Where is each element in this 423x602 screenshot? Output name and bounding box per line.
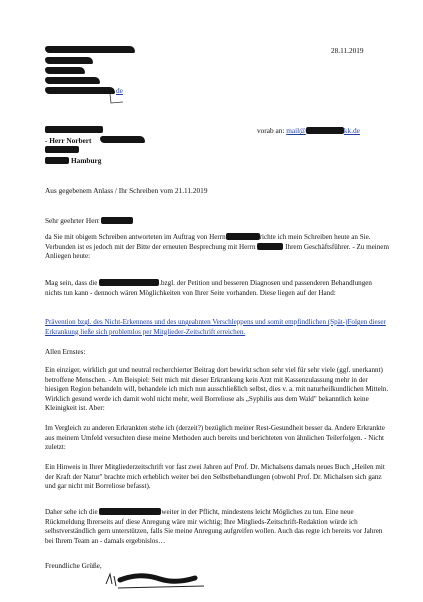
recipient-herr-line — [45, 136, 91, 145]
p2-insurer-redaction — [99, 279, 159, 286]
paragraph-8 — [45, 508, 390, 546]
recipient-org-redaction — [45, 126, 103, 133]
salutation-text: Sehr geehrter Herr — [45, 216, 100, 225]
salutation-name-redaction — [101, 217, 133, 224]
paragraph-1 — [45, 233, 390, 262]
p2-part-a: Mag sein, dass die — [45, 279, 98, 287]
salutation — [45, 216, 133, 225]
p1-name-redaction — [226, 233, 260, 240]
sender-name-redaction — [45, 46, 135, 53]
recipient-street-redaction — [45, 146, 79, 153]
vorab-label: vorab an: — [257, 126, 285, 135]
vorab-mail-redaction — [306, 127, 344, 134]
p1-part-b: richte ich mein Schreiben heute an Sie. Verbunden ist es jedoch mit der Bitte der erneuten Besprechung mit Herrn — [45, 233, 371, 251]
p8-part-a: Daher sehe ich die — [45, 508, 98, 516]
vorab-line — [257, 126, 360, 135]
p1-manager-redaction — [257, 243, 283, 250]
signature-scribble — [100, 570, 210, 594]
paragraph-3-prevention: Prävention bzgl. des Nicht-Erkennens und des ungeahnten Verschleppens und somit empfindlichen (Spät-)Folgen dieser Erkrankung ließe sich problemlos per Mitglieder-Zeitschrift erreichen. — [45, 318, 386, 336]
paragraph-6: Im Vergleich zu anderen Erkrankten stehe ich (derzeit?) bezüglich meiner Rest-Gesundheit besser da. Andere Erkrankte aus meinem Umfeld versuchten diese meine Methoden auch bereits und berichteten von ähnlichen Teilerfolgen. - Nicht zuletzt: — [45, 424, 385, 452]
sender-street-redaction — [45, 57, 93, 64]
p8-part-b: weiter in der Pflicht, mindestens leicht Mögliches zu tun. Eine neue Rückmeldung Ihrerseits auf diese Anregung wäre mir wichtig; Ihre Mitglieds-Zeitschrift-Redaktion würde ich selbstverständlich gern unterstützen, falls Sie meine Anregung aufgreifen wollen. Auch das regte ich bereits vor Jahren bei Ihrem Team an - damals ergebnislos… — [45, 508, 383, 545]
recipient-zip-redaction — [45, 157, 69, 164]
sender-phone-redaction — [45, 77, 100, 84]
p1-part-c: Ihrem Geschäftsführer. - Zu meinem Anliegen heute: — [45, 242, 389, 261]
p8-insurer-redaction — [99, 508, 161, 515]
paragraph-5: Ein einziger, wirklich gut und neutral recherchierter Beitrag dort bewirkt schon sehr viel für sehr viele (ggf. unerkannt) betroffene Menschen. - Am Beispiel: Seit mich mit dieser Erkrankung kein Arzt mit Kassenzulassung mehr in der hiesigen Region behandeln will, behandele ich mich nun ausschließlich selbst, dies v. a. mit naturheilkundlichen Mitteln. Wirklich gesund werde ich damit wohl nicht mehr, weil Borreliose als „Syphilis aus dem Wald" bekanntlich keine Kleinigkeit ist. Aber: — [45, 366, 389, 413]
closing: Freundliche Grüße, — [45, 561, 102, 570]
sender-email-fragment[interactable]: de — [116, 86, 123, 95]
subject-line: Aus gegebenem Anlass / Ihr Schreiben vom 21.11.2019 — [45, 186, 208, 195]
paragraph-4: Allen Ernstes: — [45, 348, 86, 356]
pen-stroke-mark — [108, 92, 126, 106]
recipient-surname-redaction — [100, 136, 145, 143]
p1-part-a: da Sie mit obigem Schreiben antworteten im Auftrag von Herrn — [45, 233, 226, 241]
paragraph-7: Ein Hinweis in Ihrer Mitgliederzeitschrift vor fast zwei Jahren auf Prof. Dr. Michalsens damals neues Buch „Heilen mit der Kraft der Natur" brachte mich erheblich weiter bei den Selbstbehandlungen (obwohl Prof. Dr. Michalsen sich ganz und gar nicht mit Borreliose befasst). — [45, 463, 385, 491]
p2-part-b: .bzgl. der Petition und besseren Diagnosen und passenderen Behandlungen nichts tun kann - dennoch wären Möglichkeiten von Ihrer Seite vorhanden. Diese liegen auf der Hand: — [45, 279, 372, 297]
paragraph-2 — [45, 279, 390, 298]
sender-city-redaction — [45, 67, 85, 74]
vorab-mail-suffix[interactable]: kk.de — [343, 126, 360, 135]
recipient-herr-text: - Herr Norbert — [45, 136, 92, 145]
letter-date: 28.11.2019 — [331, 46, 364, 55]
recipient-city: Hamburg — [71, 156, 102, 165]
sender-email-redaction — [45, 87, 115, 94]
vorab-mail-prefix[interactable]: mail@ — [286, 126, 306, 135]
